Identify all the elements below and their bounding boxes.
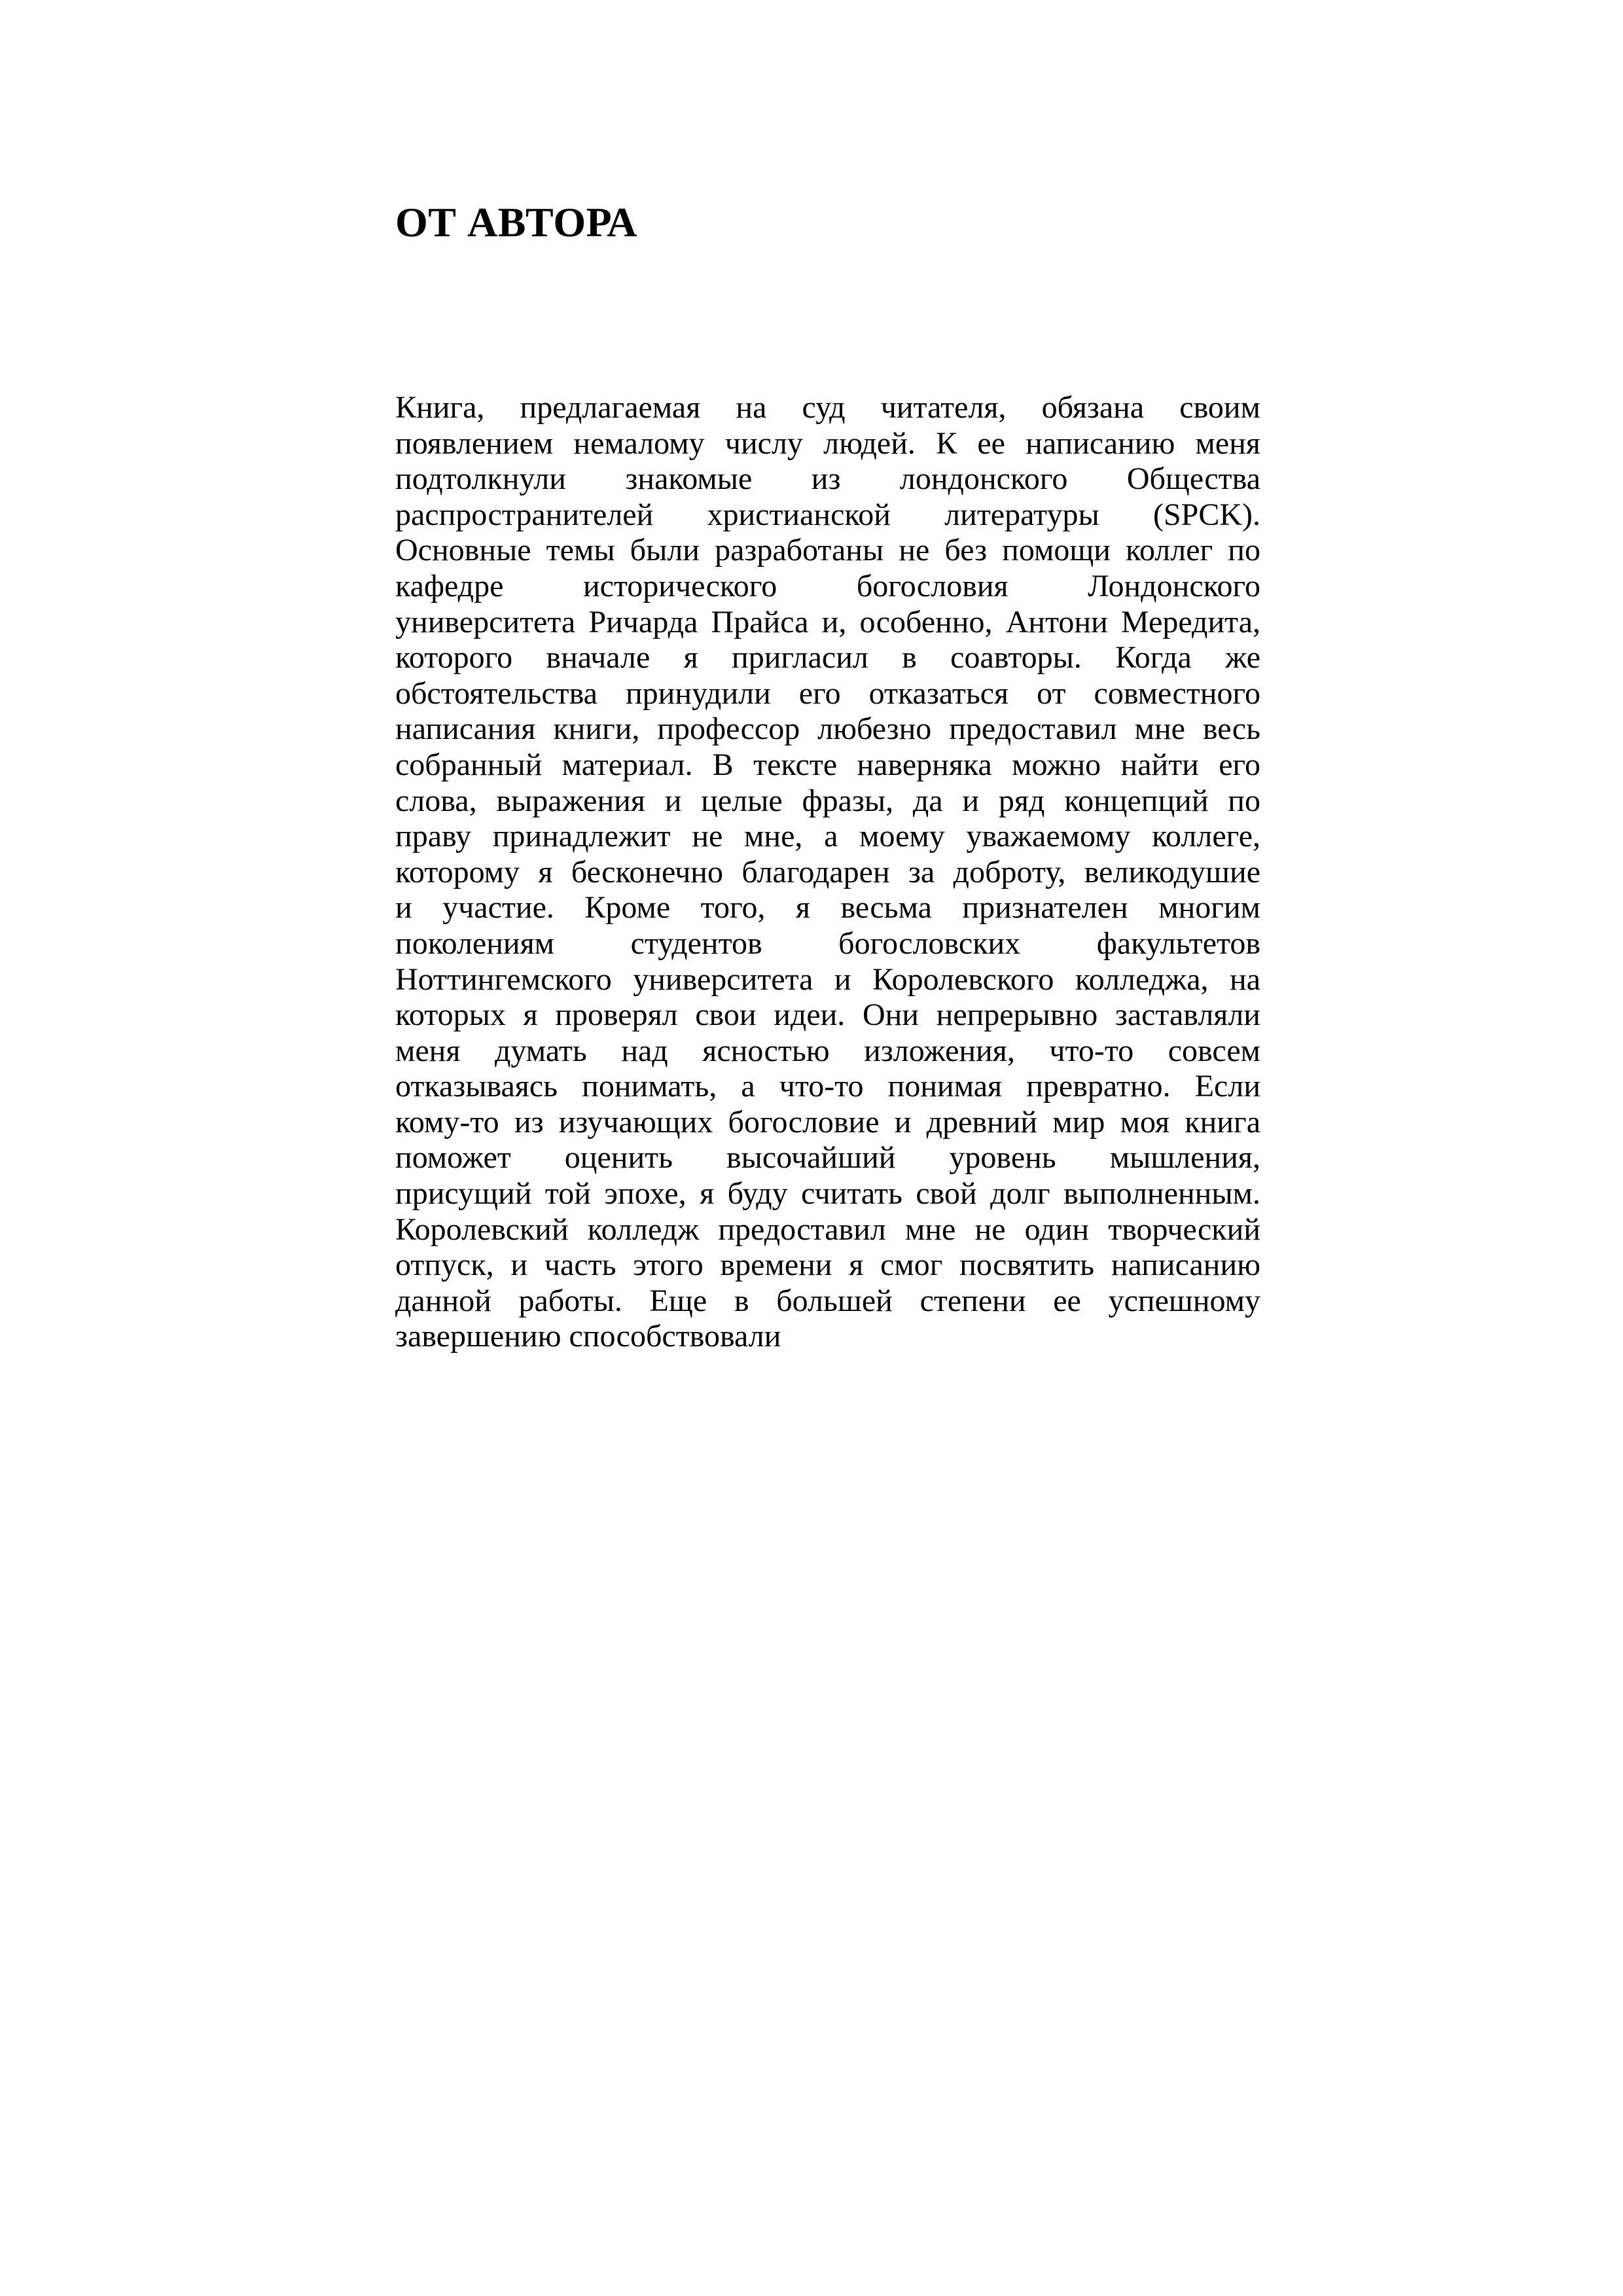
text-line: появлением немалому числу людей. К ее написанию меня [395,425,1260,461]
text-line: которого вначале я пригласил в соавторы. Когда же [395,640,1260,675]
text-line: написания книги, профессор любезно предоставил мне весь [395,711,1260,747]
text-line: Книга, предлагаемая на суд читателя, обязана своим [395,390,1260,425]
text-line: отказываясь понимать, а что-то понимая превратно. Если [395,1069,1260,1104]
text-line: данной работы. Еще в большей степени ее успешному [395,1283,1260,1318]
text-line: слова, выражения и целые фразы, да и ряд концепций по [395,783,1260,818]
text-line: Основные темы были разработаны не без помощи коллег по [395,533,1260,568]
text-line: которых я проверял свои идеи. Они непрерывно заставляли [395,997,1260,1033]
text-line: праву принадлежит не мне, а моему уважаемому коллеге, [395,819,1260,854]
text-line: поколениям студентов богословских факультетов [395,925,1260,961]
text-line: завершению способствовали [395,1319,781,1354]
text-line: подтолкнули знакомые из лондонского Общества [395,461,1260,497]
body-paragraph [395,390,1260,1355]
text-line: кафедре исторического богословия Лондонского [395,568,1260,603]
text-line: поможет оценить высочайший уровень мышления, [395,1140,1260,1175]
text-line: собранный материал. В тексте наверняка можно найти его [395,747,1260,782]
text-line: отпуск, и часть этого времени я смог посвятить написанию [395,1247,1260,1283]
text-line: кому-то из изучающих богословие и древний мир моя книга [395,1104,1260,1139]
text-line: присущий той эпохе, я буду считать свой долг выполненным. [395,1176,1260,1211]
text-line: обстоятельства принудили его отказаться от совместного [395,675,1260,711]
text-line: Ноттингемского университета и Королевского колледжа, на [395,961,1260,997]
text-line: Королевский колледж предоставил мне не один творческий [395,1211,1260,1247]
chapter-title: ОТ АВТОРА [395,199,637,245]
text-line: меня думать над ясностью изложения, что-то совсем [395,1033,1260,1068]
text-line: и участие. Кроме того, я весьма признателен многим [395,890,1260,925]
text-line: университета Ричарда Прайса и, особенно, Антони Мередита, [395,604,1260,639]
text-line: распространителей христианской литературы (SPCK). [395,497,1260,532]
text-line: которому я бесконечно благодарен за доброту, великодушие [395,854,1260,889]
